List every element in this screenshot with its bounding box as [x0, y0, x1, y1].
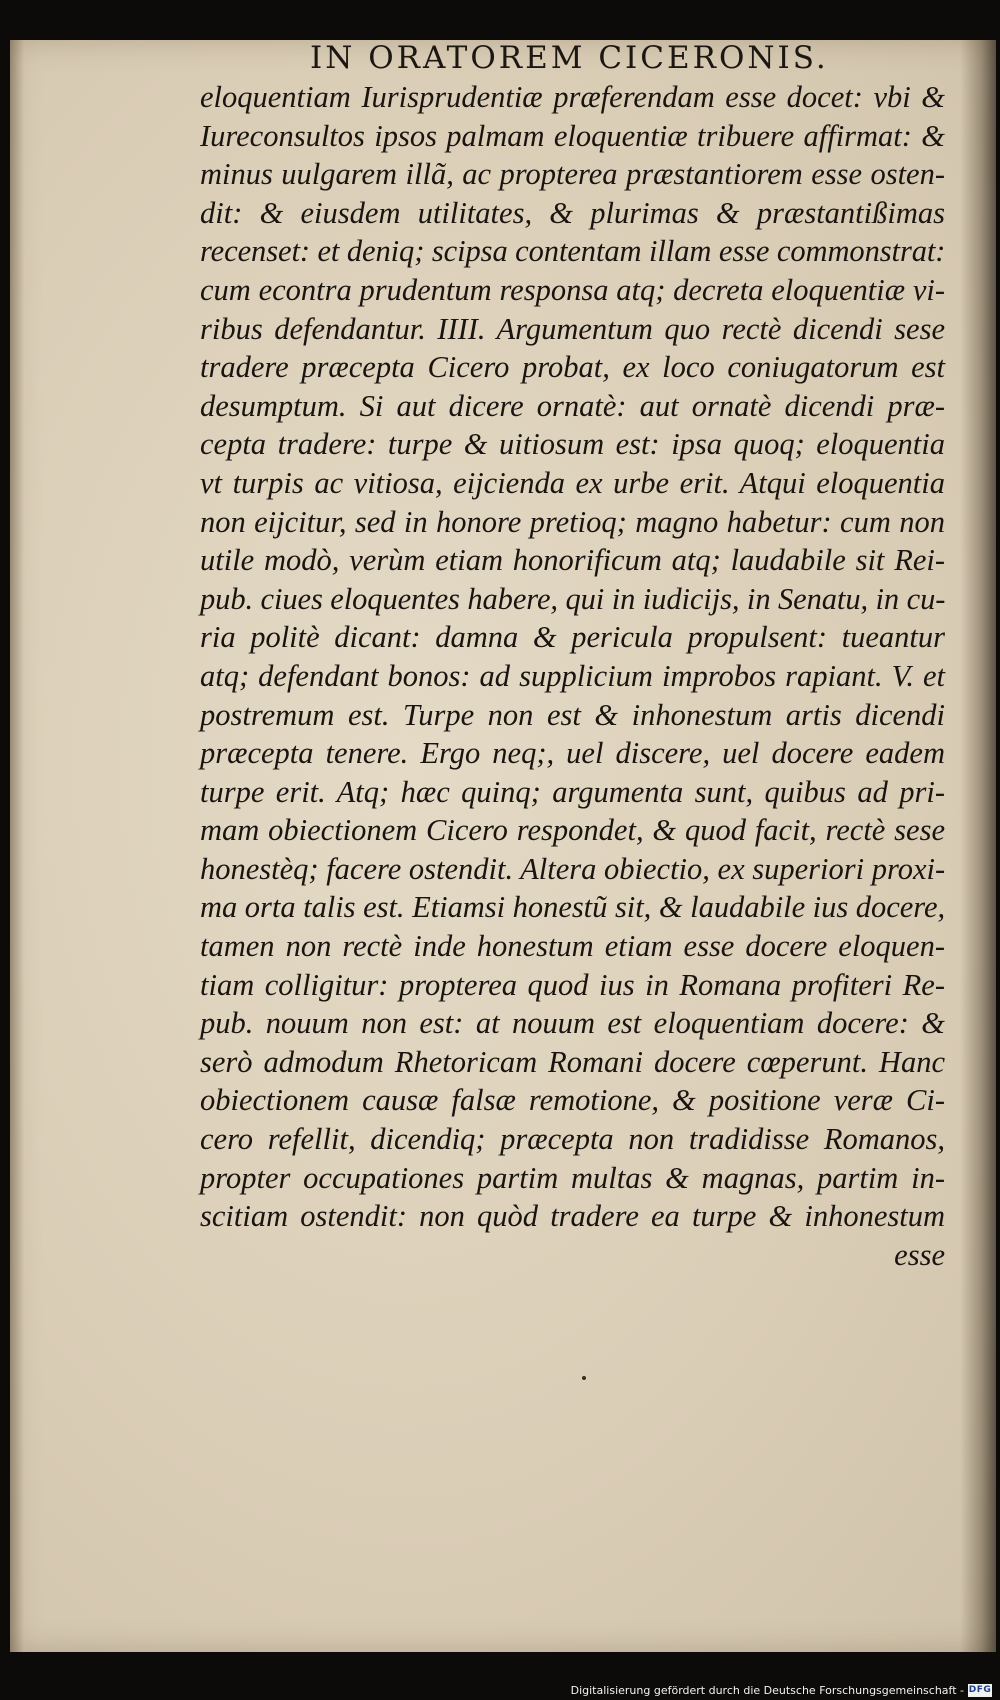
- text-line: dit: & eiusdem utilitates, & plurimas & præstantißimas: [200, 195, 945, 230]
- text-line: tamen non rectè inde honestum etiam esse docere eloquen-: [200, 929, 945, 964]
- text-line: pub. ciues eloquentes habere, qui in iudicijs, in Senatu, in cu-: [200, 581, 946, 616]
- text-line: scitiam ostendit: non quòd tradere ea turpe & inhonestum: [200, 1199, 945, 1234]
- text-line: honestèq; facere ostendit. Altera obiectio, ex superiori proxi-: [200, 851, 946, 886]
- text-line: recenset: et deniq; scipsa contentam illam esse commonstrat:: [200, 234, 946, 269]
- page-body-text: [200, 78, 945, 1274]
- funding-credit: Digitalisierung gefördert durch die Deutsche Forschungsgemeinschaft -: [570, 1684, 964, 1697]
- page-gutter-shadow: [960, 40, 996, 1652]
- text-line: ria politè dicant: damna & pericula propulsent: tueantur: [200, 620, 945, 655]
- text-line: serò admodum Rhetoricam Romani docere cœperunt. Hanc: [200, 1044, 945, 1079]
- ink-speck: [582, 1376, 586, 1380]
- text-line: vt turpis ac vitiosa, eijcienda ex urbe erit. Atqui eloquentia: [200, 465, 945, 500]
- text-line: obiectionem causæ falsæ remotione, & positione veræ Ci-: [200, 1083, 945, 1118]
- running-header: IN ORATOREM CICERONIS.: [310, 40, 829, 76]
- text-line: esse: [894, 1237, 945, 1272]
- text-line: ribus defendantur. IIII. Argumentum quo rectè dicendi sese: [200, 311, 945, 346]
- text-line: non eijcitur, sed in honore pretioq; magno habetur: cum non: [200, 504, 945, 539]
- text-line: desumptum. Si aut dicere ornatè: aut ornatè dicendi præ-: [200, 388, 945, 423]
- text-line: ma orta talis est. Etiamsi honestũ sit, & laudabile ius docere,: [200, 890, 946, 925]
- text-line: tiam colligitur: propterea quod ius in Romana profiteri Re-: [200, 967, 945, 1002]
- text-line: cepta tradere: turpe & uitiosum est: ipsa quoq; eloquentia: [200, 427, 945, 462]
- text-line: atq; defendant bonos: ad supplicium improbos rapiant. V. et: [200, 658, 945, 693]
- text-line: pub. nouum non est: at nouum est eloquentiam docere: &: [200, 1006, 945, 1041]
- text-line: Iureconsultos ipsos palmam eloquentiæ tribuere affirmat: &: [200, 118, 945, 153]
- page-left-edge-shadow: [10, 40, 24, 1652]
- text-line: utile modò, verùm etiam honorificum atq; laudabile sit Rei-: [200, 543, 945, 578]
- text-line: minus uulgarem illã, ac propterea præstantiorem esse osten-: [200, 157, 945, 192]
- text-line: postremum est. Turpe non est & inhonestum artis dicendi: [200, 697, 945, 732]
- text-line: cum econtra prudentum responsa atq; decreta eloquentiæ vi-: [200, 272, 945, 307]
- text-line: tradere præcepta Cicero probat, ex loco coniugatorum est: [200, 350, 945, 385]
- text-line: cero refellit, dicendiq; præcepta non tradidisse Romanos,: [200, 1122, 945, 1157]
- text-line: turpe erit. Atq; hæc quinq; argumenta sunt, quibus ad pri-: [200, 774, 945, 809]
- text-line: mam obiectionem Cicero respondet, & quod facit, rectè sese: [200, 813, 945, 848]
- dfg-logo: DFG: [968, 1685, 992, 1695]
- text-line: præcepta tenere. Ergo neq;, uel discere, uel docere eadem: [200, 736, 945, 771]
- text-line: eloquentiam Iurisprudentiæ præferendam esse docet: vbi &: [200, 80, 945, 114]
- text-line: propter occupationes partim multas & magnas, partim in-: [200, 1160, 945, 1195]
